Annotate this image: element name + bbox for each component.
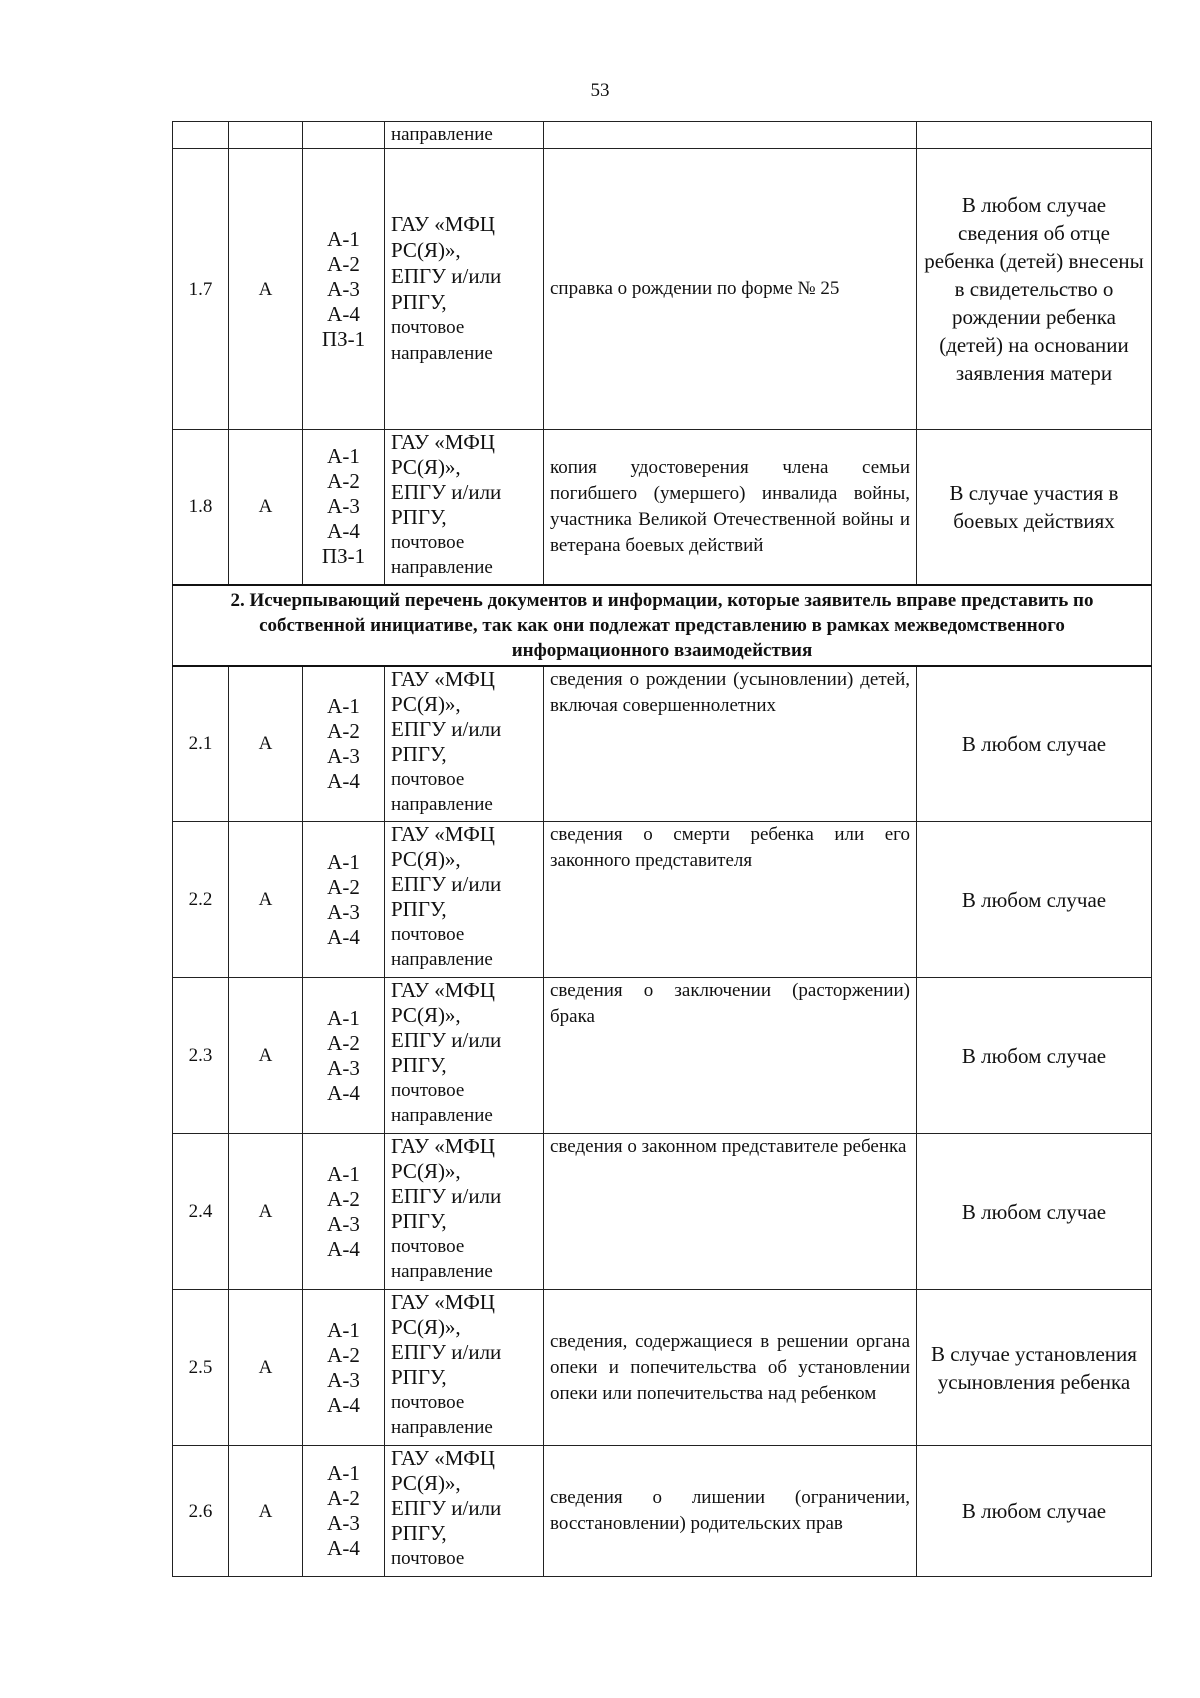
row-document: сведения о смерти ребенка или его законного представителя bbox=[544, 822, 917, 978]
channel-line: РПГУ, bbox=[391, 1209, 447, 1233]
channel-line: почтовое bbox=[391, 532, 465, 553]
channel-line: ГАУ «МФЦ bbox=[391, 666, 495, 691]
channel-line: РПГУ, bbox=[391, 741, 447, 766]
row-codes bbox=[303, 1446, 385, 1577]
channel-line: РПГУ, bbox=[391, 897, 447, 921]
code-line: ПЗ-1 bbox=[321, 326, 366, 351]
channel-line: ЕПГУ и/или bbox=[391, 716, 502, 741]
row-channel bbox=[385, 978, 544, 1134]
channel-line: РС(Я)», bbox=[391, 1471, 461, 1495]
row-codes bbox=[303, 1134, 385, 1290]
channel-line: ГАУ «МФЦ bbox=[391, 978, 495, 1002]
code-line: А-2 bbox=[327, 1030, 360, 1055]
row-condition: В любом случае bbox=[917, 978, 1152, 1134]
code-line: А-3 bbox=[327, 494, 360, 519]
row-number: 1.7 bbox=[173, 149, 229, 430]
table-row bbox=[173, 149, 1152, 430]
row-codes bbox=[303, 149, 385, 430]
channel-line: почтовое bbox=[391, 317, 465, 338]
row-channel bbox=[385, 1446, 544, 1577]
code-line: А-2 bbox=[327, 1486, 360, 1510]
code-line: А-4 bbox=[327, 768, 360, 793]
code-line: А-3 bbox=[327, 276, 360, 301]
code-line: А-1 bbox=[327, 693, 360, 718]
code-line: А-2 bbox=[327, 251, 360, 276]
row-document: сведения о лишении (ограничении, восстановлении) родительских прав bbox=[544, 1446, 917, 1577]
channel-line: РС(Я)», bbox=[391, 1159, 461, 1183]
code-line: А-3 bbox=[327, 1511, 360, 1535]
channel-line: ЕПГУ и/или bbox=[391, 1496, 502, 1520]
code-line: А-4 bbox=[327, 519, 360, 544]
channel-line: направление bbox=[391, 793, 493, 815]
row-codes bbox=[303, 430, 385, 585]
row-condition: В случае установления усыновления ребенка bbox=[917, 1290, 1152, 1446]
channel-line: ЕПГУ и/или bbox=[391, 1028, 502, 1052]
row-number: 2.6 bbox=[173, 1446, 229, 1577]
code-line: А-1 bbox=[327, 1317, 360, 1342]
row-number: 2.1 bbox=[173, 666, 229, 822]
code-line: А-4 bbox=[327, 1236, 360, 1261]
table-row bbox=[173, 666, 1152, 822]
row-channel bbox=[385, 822, 544, 978]
channel-line: направление bbox=[391, 949, 493, 970]
channel-line: почтовое bbox=[391, 1236, 465, 1257]
channel-line: РПГУ, bbox=[391, 1365, 447, 1389]
channel-line: почтовое bbox=[391, 1392, 465, 1413]
row-number bbox=[173, 122, 229, 149]
channel-line: почтовое bbox=[391, 1548, 465, 1569]
row-document: копия удостоверения члена семьи погибшего (умершего) инвалида войны, участника Великой Отечественной войны и ветерана боевых действий bbox=[544, 430, 917, 585]
code-line: А-2 bbox=[327, 1186, 360, 1211]
channel-line: РПГУ, bbox=[391, 1053, 447, 1077]
row-channel bbox=[385, 149, 544, 430]
channel-line: ЕПГУ и/или bbox=[391, 264, 502, 288]
row-document: сведения о рождении (усыновлении) детей, включая совершеннолетних bbox=[544, 666, 917, 822]
table-row bbox=[173, 430, 1152, 585]
channel-line: ГАУ «МФЦ bbox=[391, 430, 495, 454]
row-codes bbox=[303, 122, 385, 149]
row-document: справка о рождении по форме № 25 bbox=[544, 149, 917, 430]
row-condition: В любом случае bbox=[917, 666, 1152, 822]
code-line: А-3 bbox=[327, 1367, 360, 1392]
row-codes bbox=[303, 978, 385, 1134]
code-line: А-2 bbox=[327, 718, 360, 743]
code-line: А-1 bbox=[327, 226, 360, 251]
table-row bbox=[173, 122, 1152, 149]
row-category: А bbox=[229, 822, 303, 978]
row-category: А bbox=[229, 430, 303, 585]
channel-line: ГАУ «МФЦ bbox=[391, 1134, 495, 1158]
row-category: А bbox=[229, 1134, 303, 1290]
documents-table bbox=[172, 121, 1152, 1577]
row-codes bbox=[303, 822, 385, 978]
code-line: А-4 bbox=[327, 1080, 360, 1105]
channel-line: РПГУ, bbox=[391, 505, 447, 529]
row-category: А bbox=[229, 978, 303, 1134]
channel-line: ГАУ «МФЦ bbox=[391, 822, 495, 846]
row-category bbox=[229, 122, 303, 149]
row-channel bbox=[385, 122, 544, 149]
row-channel bbox=[385, 430, 544, 585]
channel-line: РС(Я)», bbox=[391, 1003, 461, 1027]
row-condition: В любом случае bbox=[917, 1134, 1152, 1290]
row-condition: В любом случае сведения об отце ребенка (детей) внесены в свидетельство о рождении ребенка (детей) на основании заявления матери bbox=[917, 149, 1152, 430]
row-category: А bbox=[229, 1290, 303, 1446]
row-number: 2.5 bbox=[173, 1290, 229, 1446]
channel-line: РС(Я)», bbox=[391, 1315, 461, 1339]
row-number: 2.4 bbox=[173, 1134, 229, 1290]
code-line: А-1 bbox=[327, 1005, 360, 1030]
page-number: 53 bbox=[590, 80, 610, 101]
channel-line: РС(Я)», bbox=[391, 847, 461, 871]
table-row bbox=[173, 1446, 1152, 1577]
channel-line: направление bbox=[391, 124, 493, 145]
row-category: А bbox=[229, 666, 303, 822]
table-row bbox=[173, 822, 1152, 978]
code-line: А-4 bbox=[327, 301, 360, 326]
row-channel bbox=[385, 1290, 544, 1446]
table-row bbox=[173, 1134, 1152, 1290]
row-condition: В случае участия в боевых действиях bbox=[917, 430, 1152, 585]
code-line: А-2 bbox=[327, 1342, 360, 1367]
channel-line: ГАУ «МФЦ bbox=[391, 1446, 495, 1470]
channel-line: ГАУ «МФЦ bbox=[391, 1290, 495, 1314]
row-channel bbox=[385, 1134, 544, 1290]
channel-line: почтовое bbox=[391, 1080, 465, 1101]
code-line: А-1 bbox=[327, 849, 360, 874]
channel-line: РПГУ, bbox=[391, 1521, 447, 1545]
code-line: ПЗ-1 bbox=[321, 544, 366, 569]
channel-line: направление bbox=[391, 343, 493, 364]
row-document: сведения о заключении (расторжении) брака bbox=[544, 978, 917, 1134]
channel-line: РС(Я)», bbox=[391, 691, 461, 716]
code-line: А-3 bbox=[327, 1055, 360, 1080]
code-line: А-1 bbox=[327, 1461, 360, 1485]
code-line: А-3 bbox=[327, 743, 360, 768]
row-codes bbox=[303, 1290, 385, 1446]
channel-line: направление bbox=[391, 1417, 493, 1438]
section-title: 2. Исчерпывающий перечень документов и информации, которые заявитель вправе представить по собственной инициативе, так как они подлежат представлению в рамках межведомственного информационного взаимодействия bbox=[173, 585, 1152, 666]
row-condition: В любом случае bbox=[917, 822, 1152, 978]
channel-line: направление bbox=[391, 557, 493, 578]
channel-line: ЕПГУ и/или bbox=[391, 872, 502, 896]
code-line: А-2 bbox=[327, 469, 360, 494]
channel-line: РПГУ, bbox=[391, 290, 447, 314]
row-number: 1.8 bbox=[173, 430, 229, 585]
row-condition: В любом случае bbox=[917, 1446, 1152, 1577]
code-line: А-1 bbox=[327, 1161, 360, 1186]
row-category: А bbox=[229, 1446, 303, 1577]
code-line: А-4 bbox=[327, 1536, 360, 1560]
section-header-row bbox=[173, 585, 1152, 666]
table-row bbox=[173, 1290, 1152, 1446]
channel-line: РС(Я)», bbox=[391, 238, 461, 262]
code-line: А-3 bbox=[327, 899, 360, 924]
row-codes bbox=[303, 666, 385, 822]
code-line: А-4 bbox=[327, 1392, 360, 1417]
code-line: А-3 bbox=[327, 1211, 360, 1236]
code-line: А-4 bbox=[327, 924, 360, 949]
row-number: 2.3 bbox=[173, 978, 229, 1134]
channel-line: ГАУ «МФЦ bbox=[391, 212, 495, 236]
channel-line: направление bbox=[391, 1261, 493, 1282]
channel-line: почтовое bbox=[391, 924, 465, 945]
row-document: сведения о законном представителе ребенка bbox=[544, 1134, 917, 1290]
table-row bbox=[173, 978, 1152, 1134]
channel-line: почтовое bbox=[391, 768, 465, 790]
channel-line: направление bbox=[391, 1105, 493, 1126]
row-category: А bbox=[229, 149, 303, 430]
row-condition bbox=[917, 122, 1152, 149]
row-number: 2.2 bbox=[173, 822, 229, 978]
channel-line: ЕПГУ и/или bbox=[391, 1184, 502, 1208]
channel-line: ЕПГУ и/или bbox=[391, 480, 502, 504]
code-line: А-1 bbox=[327, 444, 360, 469]
row-document bbox=[544, 122, 917, 149]
channel-line: ЕПГУ и/или bbox=[391, 1340, 502, 1364]
code-line: А-2 bbox=[327, 874, 360, 899]
row-document: сведения, содержащиеся в решении органа опеки и попечительства об установлении опеки или попечительства над ребенком bbox=[544, 1290, 917, 1446]
row-channel bbox=[385, 666, 544, 822]
channel-line: РС(Я)», bbox=[391, 455, 461, 479]
